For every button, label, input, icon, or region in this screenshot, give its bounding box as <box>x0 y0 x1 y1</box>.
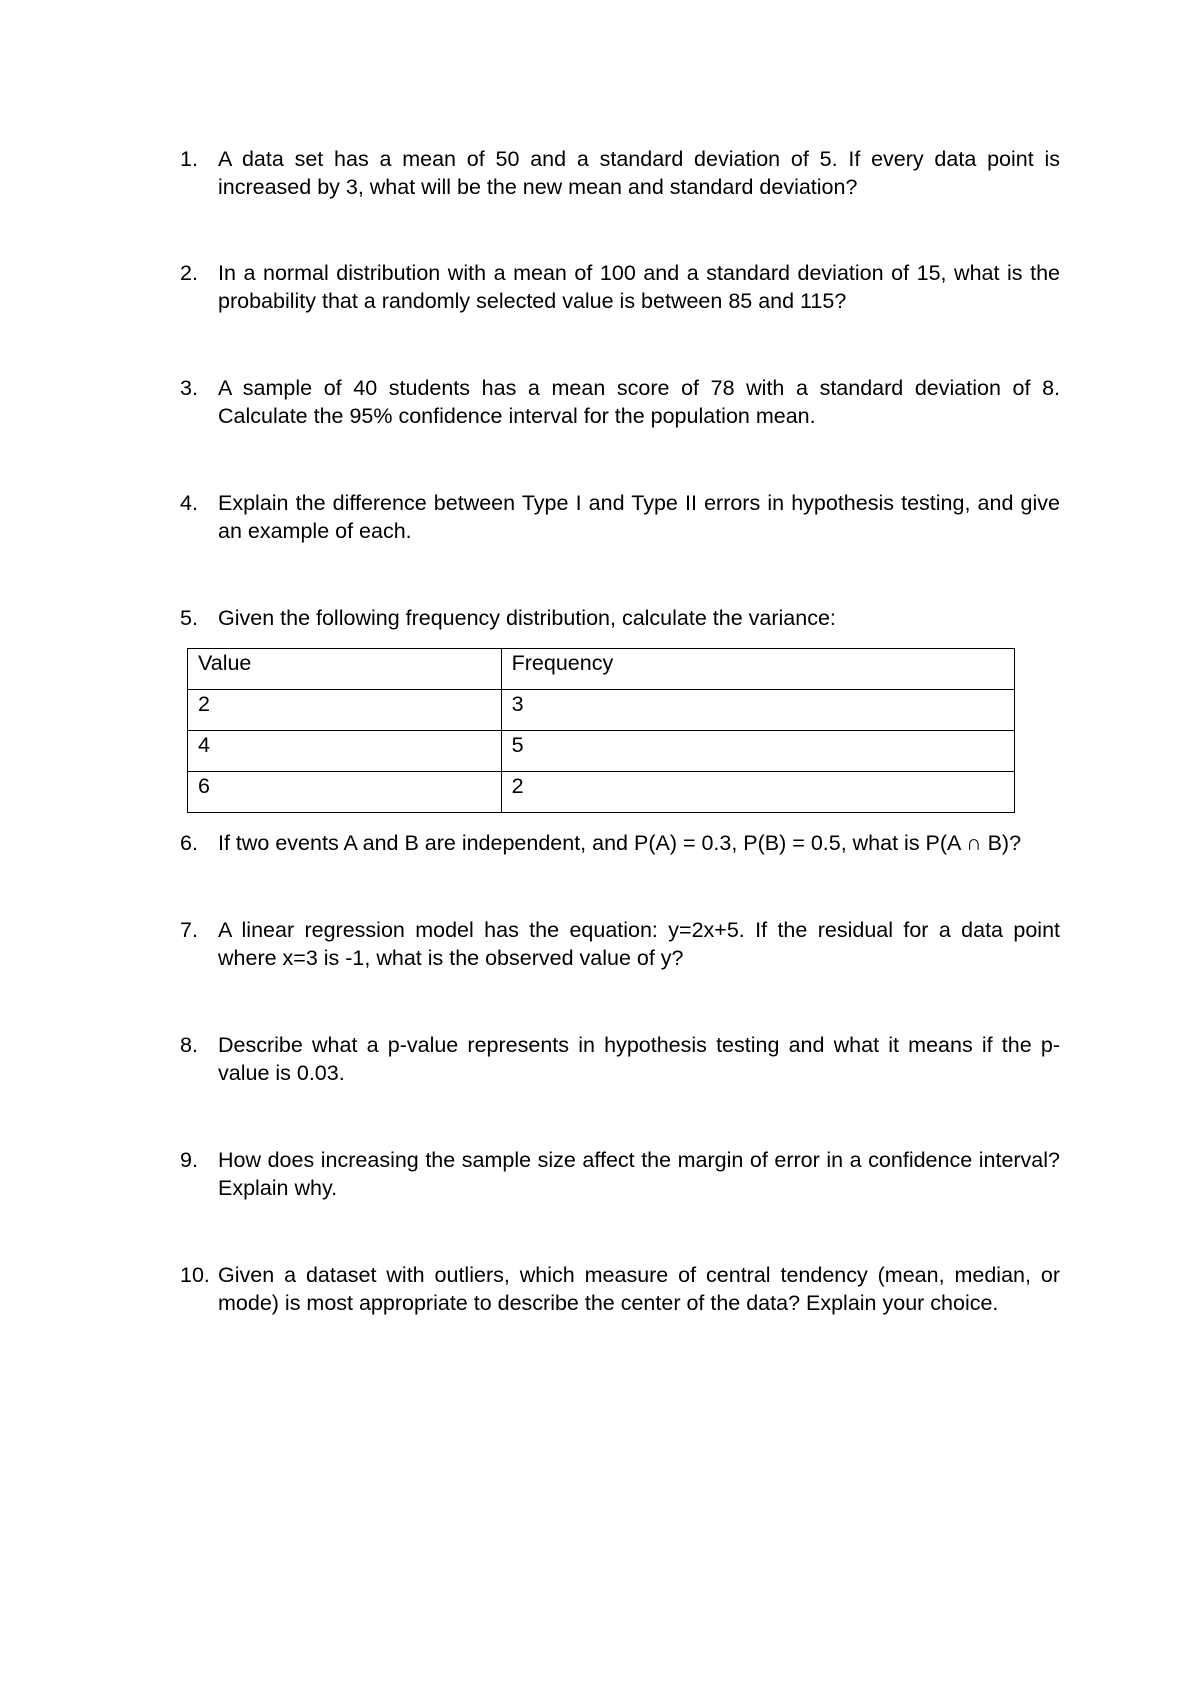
question-text: A sample of 40 students has a mean score of 78 with a standard deviation of 8. Calculate the 95% confidence interval for the population mean. <box>218 376 1060 428</box>
question-6 <box>180 829 1060 857</box>
question-number: 9. <box>180 1148 198 1172</box>
question-text: A data set has a mean of 50 and a standard deviation of 5. If every data point is increased by 3, what will be the new mean and standard deviation? <box>218 147 1060 199</box>
table-header-cell: Frequency <box>501 649 1014 690</box>
table-row <box>188 772 1015 813</box>
table-cell: 2 <box>188 690 502 731</box>
question-text: Given a dataset with outliers, which measure of central tendency (mean, median, or mode) is most appropriate to describe the center of the data? Explain your choice. <box>218 1263 1060 1315</box>
table-header-row <box>188 649 1015 690</box>
question-text: Describe what a p-value represents in hypothesis testing and what it means if the p-value is 0.03. <box>218 1033 1060 1085</box>
table-cell: 2 <box>501 772 1014 813</box>
question-9 <box>180 1146 1060 1202</box>
question-number: 4. <box>180 491 198 515</box>
question-text: Explain the difference between Type I and Type II errors in hypothesis testing, and give an example of each. <box>218 491 1060 543</box>
question-text: Given the following frequency distribution, calculate the variance: <box>218 606 836 630</box>
question-number: 10. <box>180 1263 210 1287</box>
question-3 <box>180 374 1060 430</box>
table-row <box>188 731 1015 772</box>
question-number: 6. <box>180 831 198 855</box>
table-cell: 5 <box>501 731 1014 772</box>
frequency-table <box>187 648 1015 813</box>
question-5 <box>180 604 1060 632</box>
question-1 <box>180 145 1060 201</box>
question-number: 3. <box>180 376 198 400</box>
table-cell: 3 <box>501 690 1014 731</box>
question-text: If two events A and B are independent, and P(A) = 0.3, P(B) = 0.5, what is P(A ∩ B)? <box>218 831 1022 855</box>
question-8 <box>180 1031 1060 1087</box>
question-4 <box>180 489 1060 545</box>
question-number: 8. <box>180 1033 198 1057</box>
question-number: 5. <box>180 606 198 630</box>
question-10 <box>180 1261 1060 1317</box>
question-text: How does increasing the sample size affect the margin of error in a confidence interval? Explain why. <box>218 1148 1060 1200</box>
table-cell: 6 <box>188 772 502 813</box>
question-number: 2. <box>180 261 198 285</box>
table-row <box>188 690 1015 731</box>
question-number: 1. <box>180 147 198 171</box>
table-header-cell: Value <box>188 649 502 690</box>
question-number: 7. <box>180 918 198 942</box>
question-7 <box>180 916 1060 972</box>
question-2 <box>180 259 1060 315</box>
question-text: A linear regression model has the equation: y=2x+5. If the residual for a data point where x=3 is -1, what is the observed value of y? <box>218 918 1060 970</box>
table-cell: 4 <box>188 731 502 772</box>
question-text: In a normal distribution with a mean of 100 and a standard deviation of 15, what is the probability that a randomly selected value is between 85 and 115? <box>218 261 1060 313</box>
